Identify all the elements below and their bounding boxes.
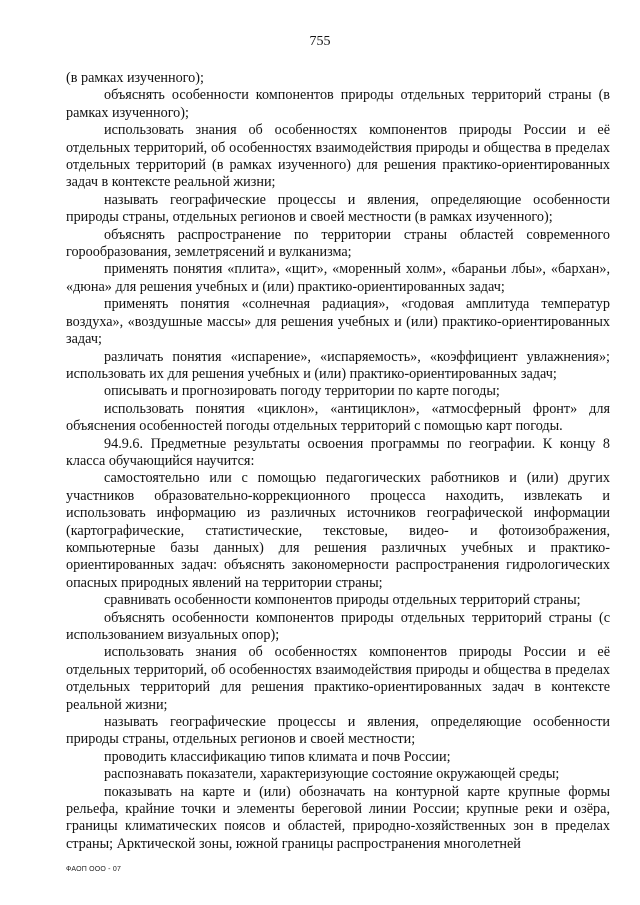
paragraph: использовать понятия «циклон», «антициклон», «атмосферный фронт» для объяснения особенностей погоды отдельных территорий с помощью карт погоды. bbox=[66, 400, 610, 435]
paragraph: описывать и прогнозировать погоду территории по карте погоды; bbox=[104, 383, 500, 400]
paragraph: применять понятия «солнечная радиация», «годовая амплитуда температур воздуха», «воздушные массы» для решения учебных и (или) практико-ориентированных задач; bbox=[66, 296, 610, 348]
document-body bbox=[66, 70, 610, 853]
paragraph: объяснять особенности компонентов природы отдельных территорий страны (с использованием визуальных опор); bbox=[66, 609, 610, 643]
paragraph: применять понятия «плита», «щит», «моренный холм», «бараньи лбы», «бархан», «дюна» для решения учебных и (или) практико-ориентированных задач; bbox=[66, 261, 610, 295]
page-number: 755 bbox=[309, 34, 331, 49]
paragraph: называть географические процессы и явления, определяющие особенности природы страны, отдельных регионов и своей местности (в рамках изученного); bbox=[66, 191, 610, 226]
paragraph: объяснять особенности компонентов природы отдельных территорий страны (в рамках изученного); bbox=[66, 87, 610, 121]
paragraph: показывать на карте и (или) обозначать на контурной карте крупные формы рельефа, крайние точки и элементы береговой линии России; крупные реки и озёра, границы климатических поясов и областей, природно-хозяйственных зон в пределах страны; Арктической зоны, южной границы распространения многолетней bbox=[66, 783, 610, 852]
paragraph: объяснять распространение по территории страны областей современного горообразования, землетрясений и вулканизма; bbox=[66, 226, 610, 261]
paragraph: (в рамках изученного); bbox=[66, 70, 204, 86]
paragraph: называть географические процессы и явления, определяющие особенности природы страны, отдельных регионов и своей местности; bbox=[66, 714, 610, 748]
footer-code: ФАОП ООО - 07 bbox=[66, 866, 122, 873]
paragraph: самостоятельно или с помощью педагогических работников и (или) других участников образовательно-коррекционного процесса находить, извлекать и использовать информацию из различных источников географической информации (картографические, статистические, текстовые, видео- и фотоизображения, компьютерные базы данных) для решения различных учебных и практико-ориентированных задач: объяснять закономерности распространения гидрологических опасных природных явлений на территории страны; bbox=[66, 470, 610, 591]
paragraph: проводить классификацию типов климата и почв России; bbox=[104, 748, 451, 765]
section-heading-paragraph: 94.9.6. Предметные результаты освоения программы по географии. К концу 8 класса обучающийся научится: bbox=[66, 435, 610, 469]
paragraph: сравнивать особенности компонентов природы отдельных территорий страны; bbox=[104, 592, 581, 609]
paragraph: различать понятия «испарение», «испаряемость», «коэффициент увлажнения»; использовать их для решения учебных и (или) практико-ориентированных задач; bbox=[66, 348, 610, 382]
paragraph: использовать знания об особенностях компонентов природы России и её отдельных территорий, об особенностях взаимодействия природы и общества в пределах отдельных территорий (в рамках изученного) для решения практико-ориентированных задач в контексте реальной жизни; bbox=[66, 122, 610, 191]
paragraph: распознавать показатели, характеризующие состояние окружающей среды; bbox=[104, 766, 560, 783]
paragraph: использовать знания об особенностях компонентов природы России и её отдельных территорий, об особенностях взаимодействия природы и общества в пределах отдельных территорий для решения практико-ориентированных задач в контексте реальной жизни; bbox=[66, 644, 610, 713]
